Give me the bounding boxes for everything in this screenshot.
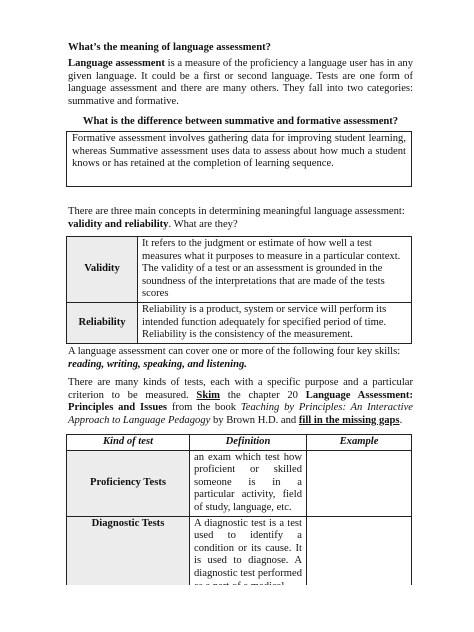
meaning-paragraph (68, 58, 413, 108)
skim-instruction: Skim (196, 389, 220, 401)
meaning-heading: What’s the meaning of language assessment? (68, 42, 271, 53)
example-cell[interactable] (307, 516, 412, 595)
concepts-table (66, 236, 412, 344)
concept-row-reliability (67, 302, 412, 343)
meaning-body: is a measure of the proficiency a language user has in any given language. It could be a first or second language. Tests are one form of language assessment and there are many others. They fall into two categories: summative and formative. (68, 58, 413, 107)
kind-cell: Proficiency Tests (67, 450, 190, 516)
kind-cell: Diagnostic Tests (67, 516, 190, 595)
tests-header-row (67, 435, 412, 451)
concepts-intro-tail: . What are they? (168, 218, 238, 230)
concept-label: Validity (67, 237, 138, 303)
page-bottom-margin (0, 585, 474, 632)
tests-table (66, 434, 412, 595)
fill-instruction: fill in the missing gaps (298, 414, 400, 426)
concepts-intro (68, 206, 413, 231)
table-row (67, 450, 412, 516)
skills-paragraph (68, 346, 413, 371)
difference-answer-box: Formative assessment involves gathering data for improving student learning, whereas Summative assessment uses data to assess about how much a student knows or has retained at the completion of learning sequence. (66, 131, 412, 187)
tests-intro-text: . (399, 414, 403, 426)
example-cell[interactable] (307, 450, 412, 516)
header-definition: Definition (190, 435, 307, 451)
concepts-intro-text: There are three main concepts in determining meaningful language assessment: (68, 206, 405, 217)
tests-intro-text: There are many kinds of tests, each with a specific purpose and a particular criterion to be measured. (68, 377, 413, 401)
skills-list: reading, writing, speaking, and listening. (68, 358, 247, 370)
concept-row-validity (67, 237, 412, 303)
term-language-assessment: Language assessment (68, 58, 165, 69)
table-row (67, 516, 412, 595)
difference-heading: What is the difference between summative and formative assessment? (82, 116, 399, 127)
tests-intro-text: by Brown H.D. and (210, 414, 299, 426)
tests-intro-text: from the book (167, 402, 241, 414)
tests-intro (68, 377, 413, 427)
tests-intro-text: the chapter 20 (219, 389, 306, 401)
concepts-intro-bold: validity and reliability (68, 218, 169, 230)
skills-text: A language assessment can cover one or more of the following four key skills: (68, 346, 401, 357)
concept-label: Reliability (67, 302, 138, 343)
concept-definition: It refers to the judgment or estimate of how well a test measures what it purposes to measure in a particular context. The validity of a test or an assessment is grounded in the soundness of the interpretations that are made of the tests scores (138, 237, 412, 303)
chapter-title: Language Assessment: Principles and Issues (68, 389, 413, 414)
definition-cell: A diagnostic test is a test used to identify a condition or its cause. It is used to diagnose. A diagnostic test performed (190, 516, 307, 595)
header-example: Example (307, 435, 412, 451)
header-kind: Kind of test (67, 435, 190, 451)
book-title: Teaching by Principles: An Interactive Approach to Language Pedagogy (68, 402, 413, 426)
concept-definition: Reliability is a product, system or service will perform its intended function adequately for specified period of time. Reliability is the consistency of the measurement. (138, 302, 412, 343)
definition-cell: an exam which test how proficient or skilled someone is in a particular activity, field of study, language, etc. (190, 450, 307, 516)
